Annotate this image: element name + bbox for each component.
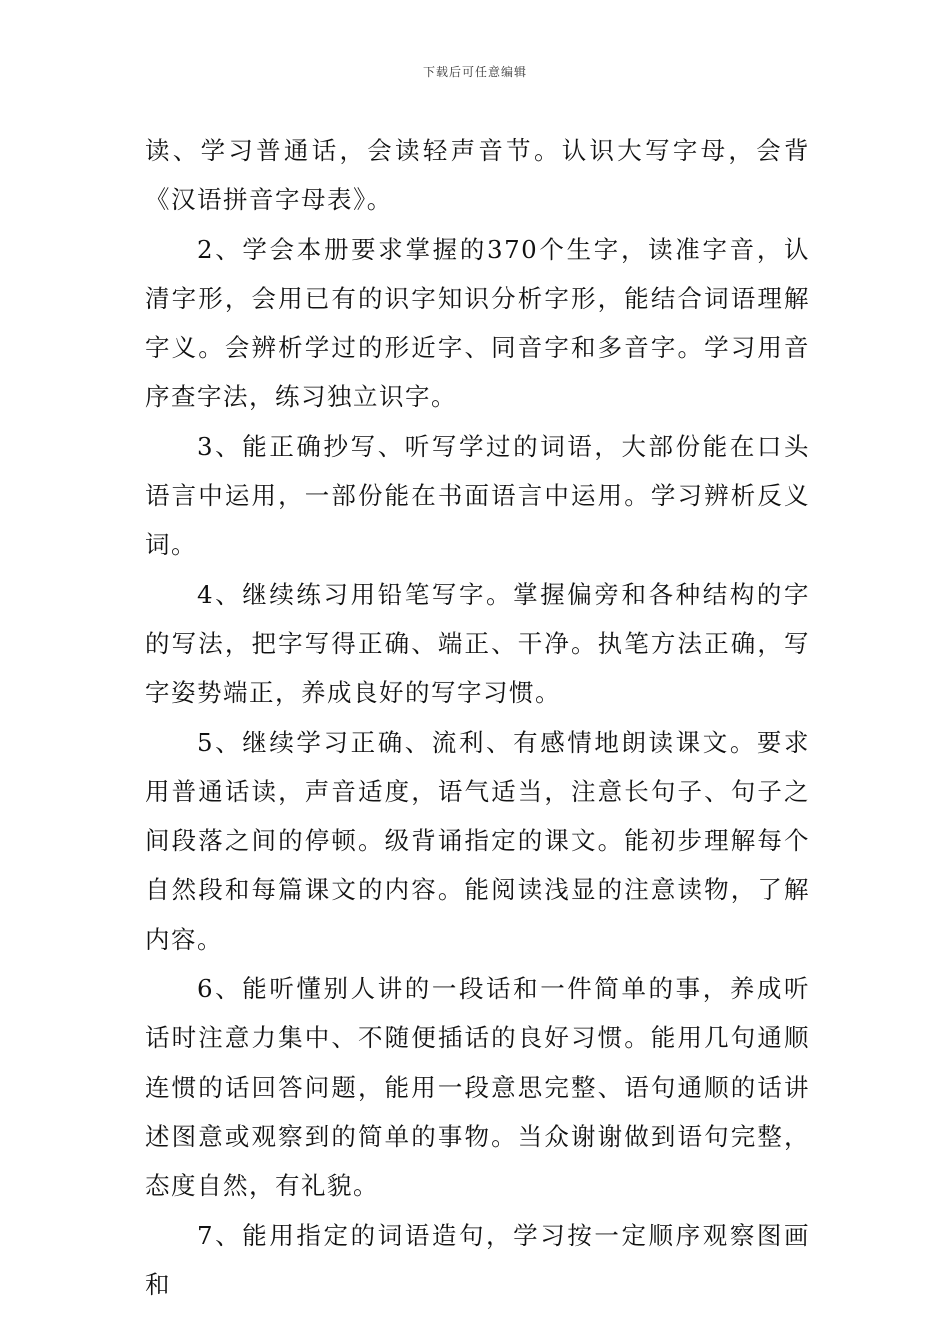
paragraph-item-6: 6、能听懂别人讲的一段话和一件简单的事，养成听话时注意力集中、不随便插话的良好习惯。能用几句通顺连惯的话回答问题，能用一段意思完整、语句通顺的话讲述图意或观察到的简单的事物。当众谢谢做到语句完整，态度自然，有礼貌。: [145, 974, 810, 1201]
paragraph-item-7: 7、能用指定的词语造句，学习按一定顺序观察图画和: [145, 1220, 810, 1299]
paragraph-continuation: 读、学习普通话，会读轻声音节。认识大写字母，会背《汉语拼音字母表》。: [145, 136, 810, 215]
paragraph-item-3: 3、能正确抄写、听写学过的词语，大部份能在口头语言中运用，一部份能在书面语言中运用。学习辨析反义词。: [145, 431, 810, 560]
document-body: [145, 126, 810, 1309]
page-header: 下载后可任意编辑: [422, 65, 527, 79]
paragraph-item-2: 2、学会本册要求掌握的370个生字，读准字音，认清字形，会用已有的识字知识分析字形，能结合词语理解字义。会辨析学过的形近字、同音字和多音字。学习用音序查字法，练习独立识字。: [145, 234, 810, 412]
paragraph-item-5: 5、继续学习正确、流利、有感情地朗读课文。要求用普通话读，声音适度，语气适当，注意长句子、句子之间段落之间的停顿。级背诵指定的课文。能初步理解每个自然段和每篇课文的内容。能阅读浅显的注意读物，了解内容。: [145, 727, 810, 954]
paragraph-item-4: 4、继续练习用铅笔写字。掌握偏旁和各种结构的字的写法，把字写得正确、端正、干净。执笔方法正确，写字姿势端正，养成良好的写字习惯。: [145, 579, 810, 708]
